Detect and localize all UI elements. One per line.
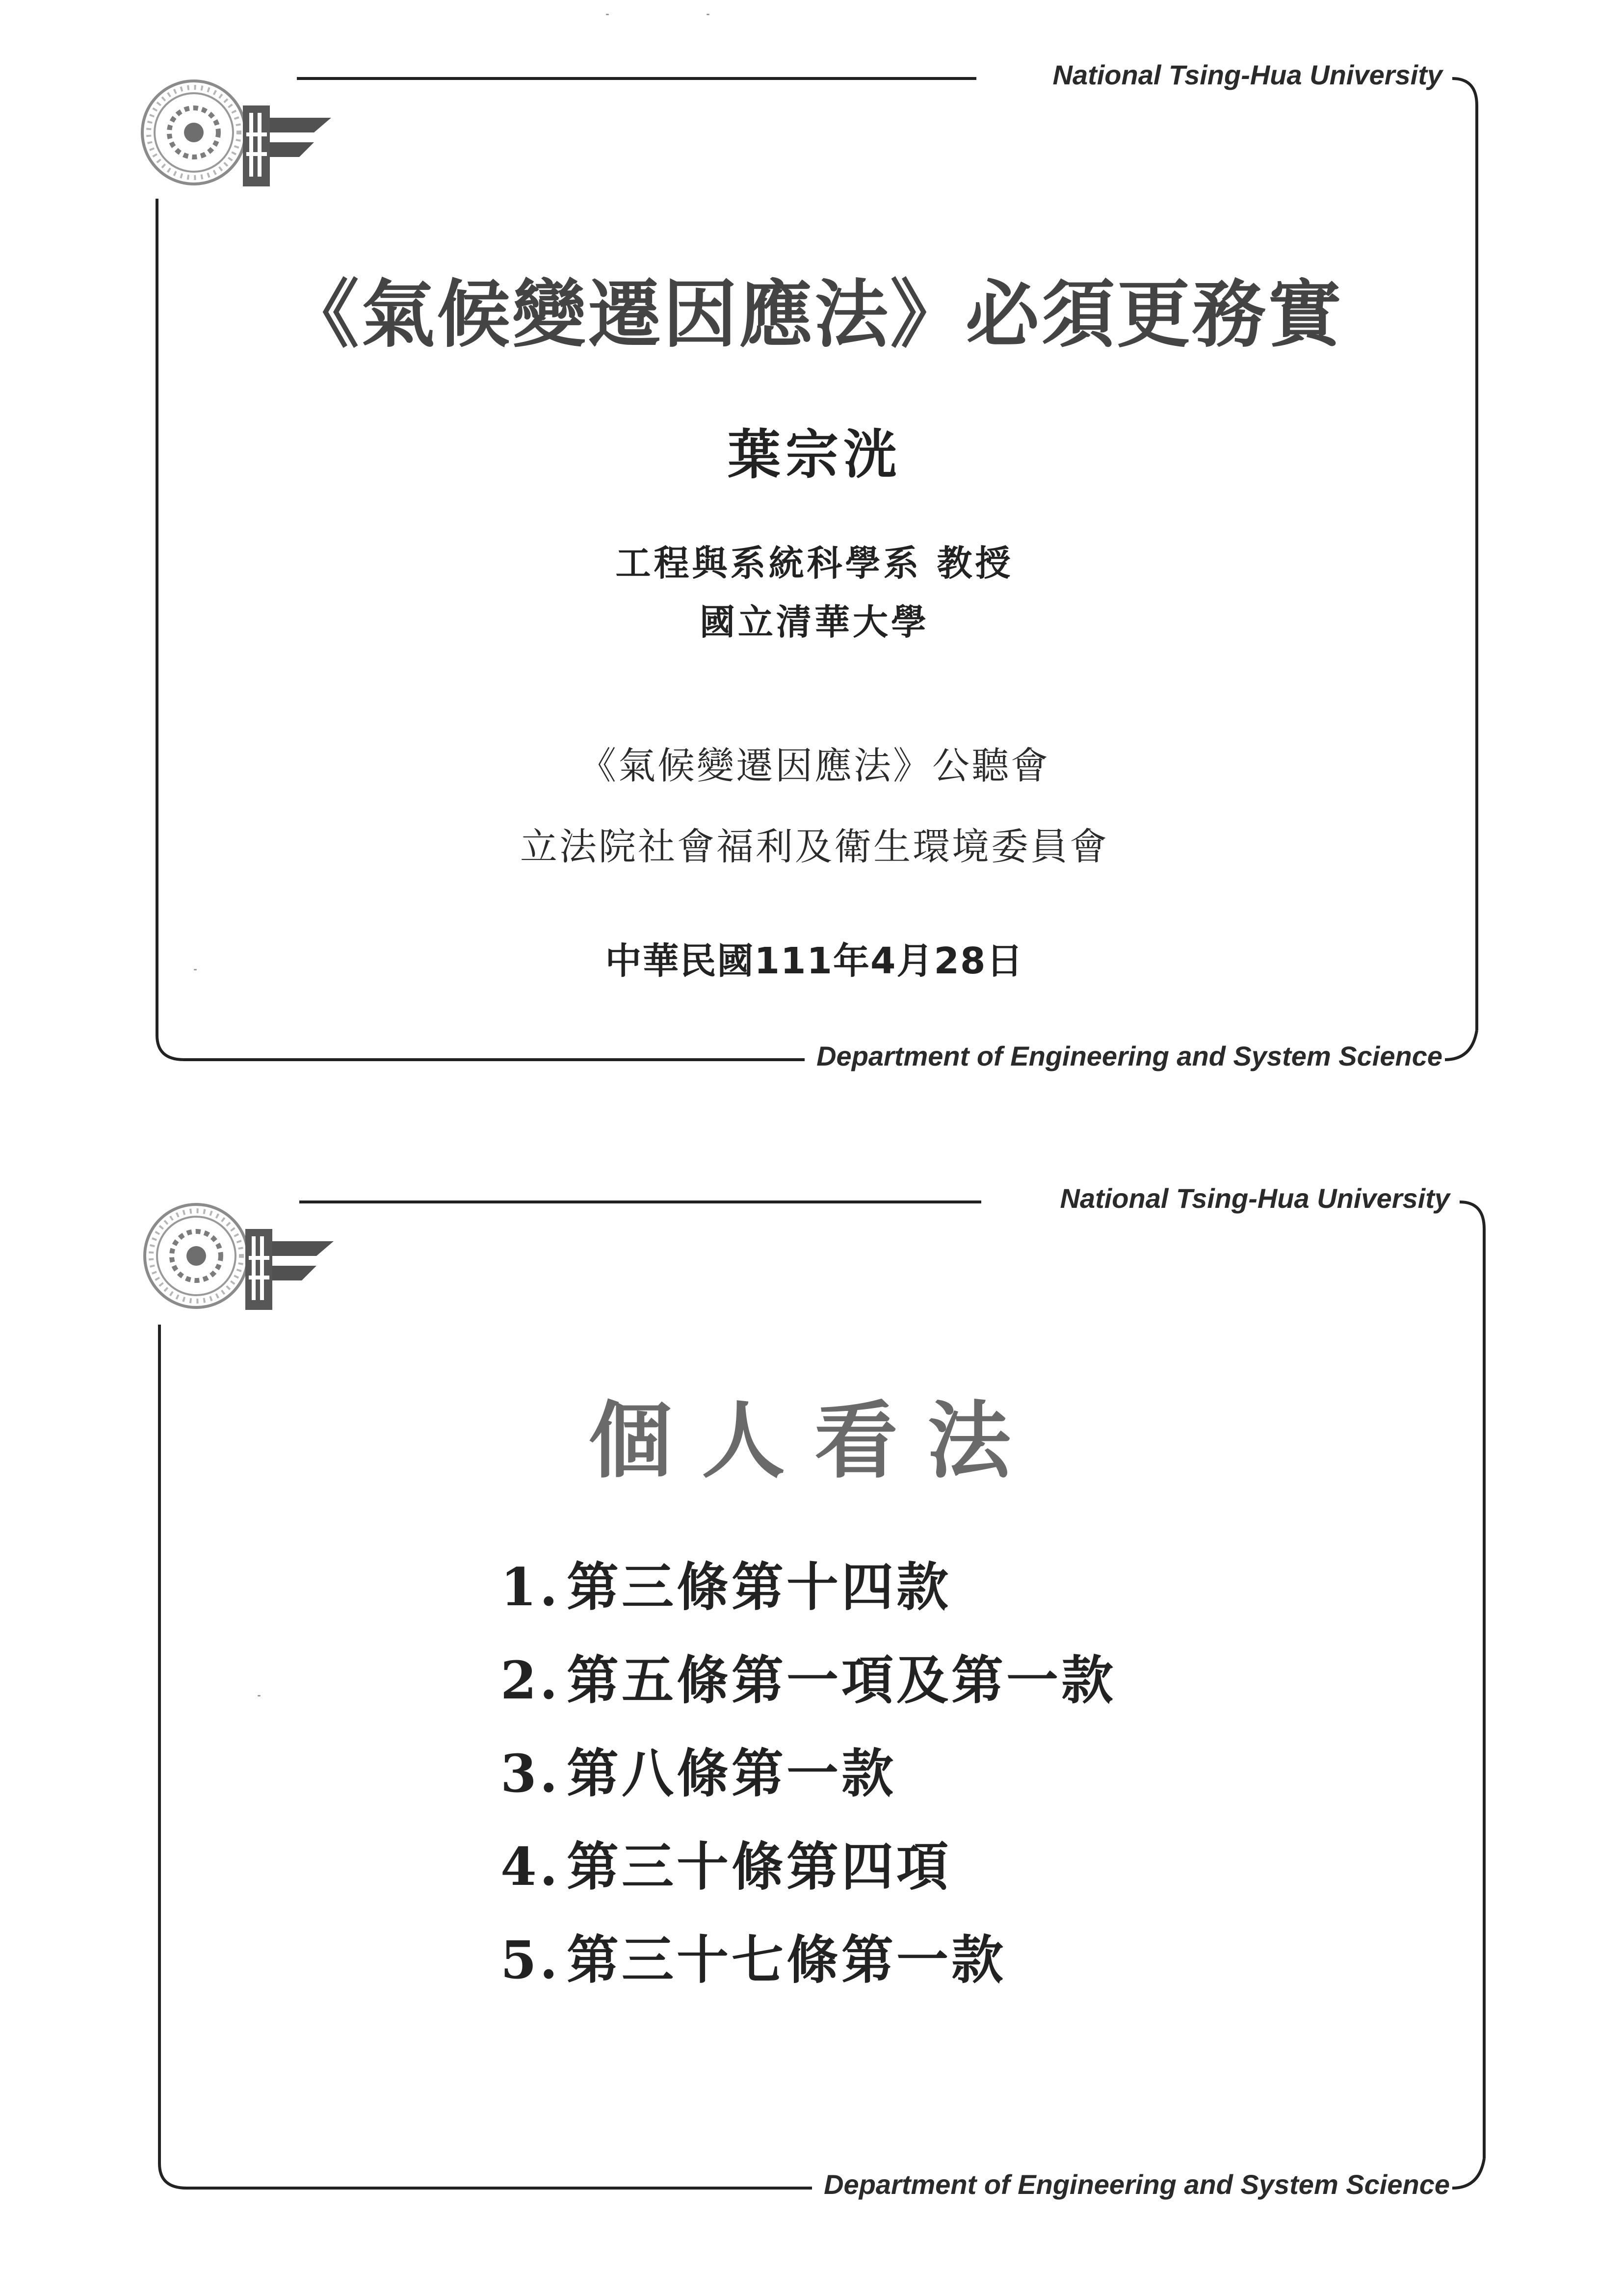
- list-item-text: 第八條第一款: [567, 1743, 896, 1804]
- nthu-logo-icon: [137, 59, 343, 206]
- scan-speck: [707, 14, 709, 15]
- scan-speck: [194, 969, 197, 970]
- article-list: [500, 1540, 1116, 2007]
- nthu-logo-icon: [140, 1182, 346, 1330]
- footer-department-name: Department of Engineering and System Science: [824, 2169, 1450, 2200]
- opinions-heading: 個人看法: [588, 1392, 1040, 1490]
- slide-title: [0, 0, 1624, 1109]
- scan-speck: [606, 14, 609, 15]
- slide-title-text: 《氣候變遷因應法》必須更務實: [285, 271, 1343, 358]
- list-item: [500, 1913, 1116, 2007]
- scan-speck: [258, 1695, 261, 1696]
- list-item-text: 第五條第一項及第一款: [567, 1649, 1116, 1711]
- author-name: 葉宗洸: [727, 424, 901, 486]
- list-item-number: 1.: [500, 1556, 561, 1618]
- list-item-number: 3.: [500, 1743, 561, 1804]
- list-item: [500, 1634, 1116, 1727]
- committee-name: 立法院社會福利及衛生環境委員會: [520, 825, 1109, 868]
- list-item-text: 第三十條第四項: [567, 1836, 951, 1897]
- list-item-text: 第三十七條第一款: [567, 1929, 1006, 1990]
- author-university: 國立清華大學: [699, 601, 929, 643]
- list-item-number: 2.: [500, 1649, 561, 1711]
- slide-opinions: [0, 1123, 1624, 2242]
- list-item-number: 5.: [500, 1929, 561, 1990]
- list-item: [500, 1820, 1116, 1913]
- hearing-date: 中華民國111年4月28日: [605, 940, 1024, 982]
- list-item: [500, 1540, 1116, 1634]
- footer-department-name: Department of Engineering and System Science: [816, 1041, 1442, 1071]
- list-item-number: 4.: [500, 1836, 561, 1897]
- author-department: 工程與系統科學系 教授: [615, 542, 1014, 584]
- header-university-name: National Tsing-Hua University: [1052, 59, 1442, 90]
- hearing-title: 《氣候變遷因應法》公聽會: [579, 744, 1050, 787]
- list-item-text: 第三條第十四款: [567, 1556, 951, 1618]
- list-item: [500, 1727, 1116, 1820]
- header-university-name: National Tsing-Hua University: [1060, 1183, 1450, 1214]
